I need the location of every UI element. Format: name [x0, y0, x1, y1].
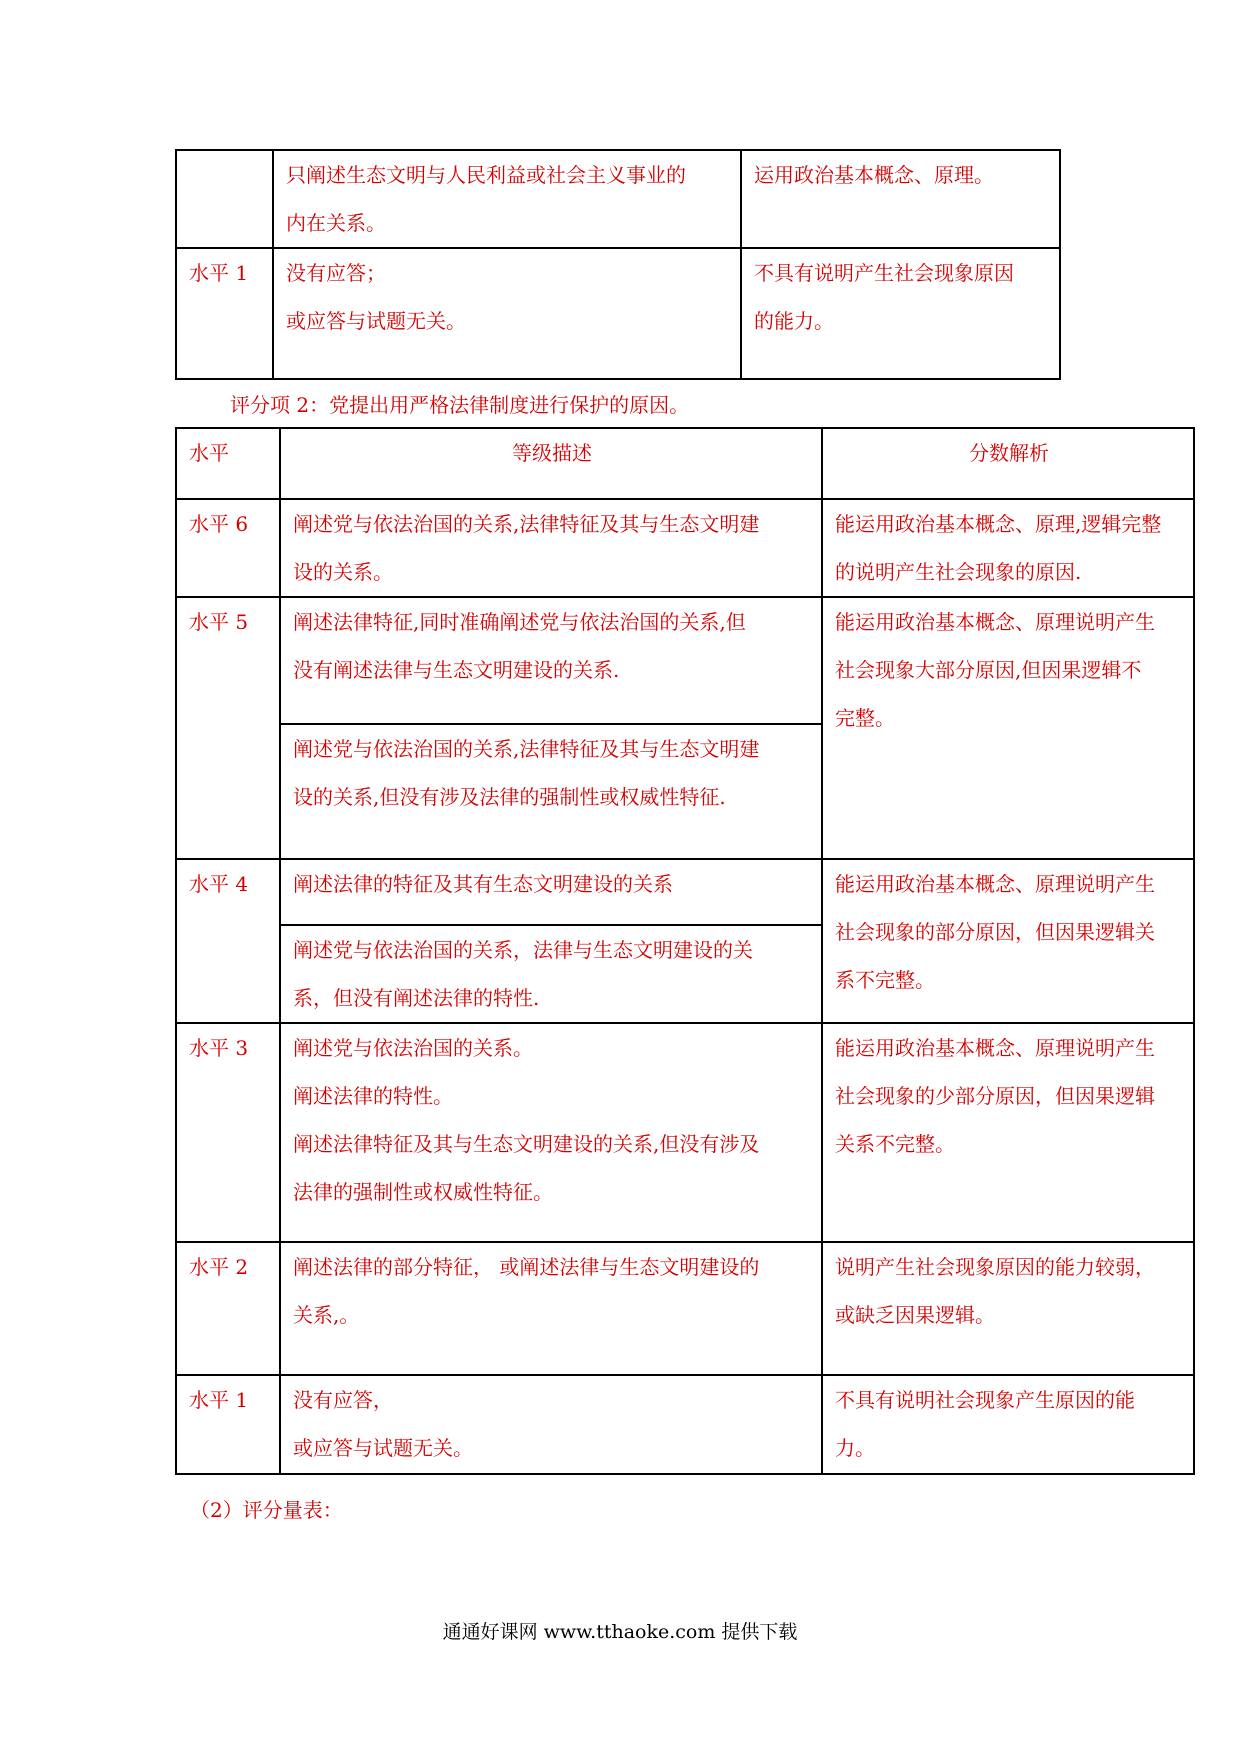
table-row	[176, 1242, 1194, 1375]
analysis-cell: 不具有说明产生社会现象原因 的能力。	[741, 248, 1060, 379]
sub-description: 阐述党与依法治国的关系,法律特征及其与生态文明建 设的关系,但没有涉及法律的强制性或权威性特征.	[281, 723, 821, 858]
description-cell: 阐述党与依法治国的关系。 阐述法律的特性。 阐述法律特征及其与生态文明建设的关系,但没有涉及 法律的强制性或权威性特征。	[280, 1023, 822, 1242]
analysis-cell: 能运用政治基本概念、原理说明产生 社会现象的少部分原因，但因果逻辑 关系不完整。	[822, 1023, 1194, 1242]
description-cell	[280, 597, 822, 859]
level-cell: 水平 4	[176, 859, 280, 1023]
header-analysis: 分数解析	[822, 428, 1194, 499]
sub-description: 阐述法律的特征及其有生态文明建设的关系	[293, 872, 673, 896]
rubric-table-2	[175, 427, 1195, 1475]
table-row	[176, 499, 1194, 597]
table-row	[176, 597, 1194, 859]
analysis-cell: 能运用政治基本概念、原理,逻辑完整 的说明产生社会现象的原因.	[822, 499, 1194, 597]
analysis-cell: 能运用政治基本概念、原理说明产生 社会现象大部分原因,但因果逻辑不 完整。	[822, 597, 1194, 859]
table-row	[176, 1375, 1194, 1474]
level-cell: 水平 1	[176, 248, 273, 379]
level-cell: 水平 2	[176, 1242, 280, 1375]
level-cell: 水平 3	[176, 1023, 280, 1242]
header-description: 等级描述	[280, 428, 822, 499]
header-row	[176, 428, 1194, 499]
table-row	[176, 248, 1060, 379]
table-row	[176, 150, 1060, 248]
sub-description: 阐述党与依法治国的关系，法律与生态文明建设的关 系，但没有阐述法律的特性.	[281, 924, 821, 1022]
analysis-cell: 运用政治基本概念、原理。	[741, 150, 1060, 248]
level-cell: 水平 1	[176, 1375, 280, 1474]
analysis-cell: 能运用政治基本概念、原理说明产生 社会现象的部分原因，但因果逻辑关 系不完整。	[822, 859, 1194, 1023]
description-cell: 只阐述生态文明与人民利益或社会主义事业的 内在关系。	[273, 150, 741, 248]
scoring-item-2-caption: 评分项 2：党提出用严格法律制度进行保护的原因。	[230, 393, 690, 417]
sub-description: 阐述法律特征,同时准确阐述党与依法治国的关系,但 没有阐述法律与生态文明建设的关系.	[293, 610, 746, 682]
page-footer: 通通好课网 www.tthaoke.com 提供下载	[442, 1621, 798, 1643]
description-cell	[280, 859, 822, 1023]
description-cell: 阐述法律的部分特征， 或阐述法律与生态文明建设的 关系,。	[280, 1242, 822, 1375]
analysis-cell: 说明产生社会现象原因的能力较弱， 或缺乏因果逻辑。	[822, 1242, 1194, 1375]
level-cell	[176, 150, 273, 248]
analysis-cell: 不具有说明社会现象产生原因的能 力。	[822, 1375, 1194, 1474]
description-cell: 没有应答， 或应答与试题无关。	[280, 1375, 822, 1474]
table-row	[176, 859, 1194, 1023]
description-cell: 没有应答； 或应答与试题无关。	[273, 248, 741, 379]
table-row	[176, 1023, 1194, 1242]
header-level: 水平	[176, 428, 280, 499]
level-cell: 水平 5	[176, 597, 280, 859]
rubric-table-1	[175, 149, 1061, 380]
level-cell: 水平 6	[176, 499, 280, 597]
description-cell: 阐述党与依法治国的关系,法律特征及其与生态文明建 设的关系。	[280, 499, 822, 597]
scoring-scale-caption: （2）评分量表：	[190, 1498, 343, 1522]
